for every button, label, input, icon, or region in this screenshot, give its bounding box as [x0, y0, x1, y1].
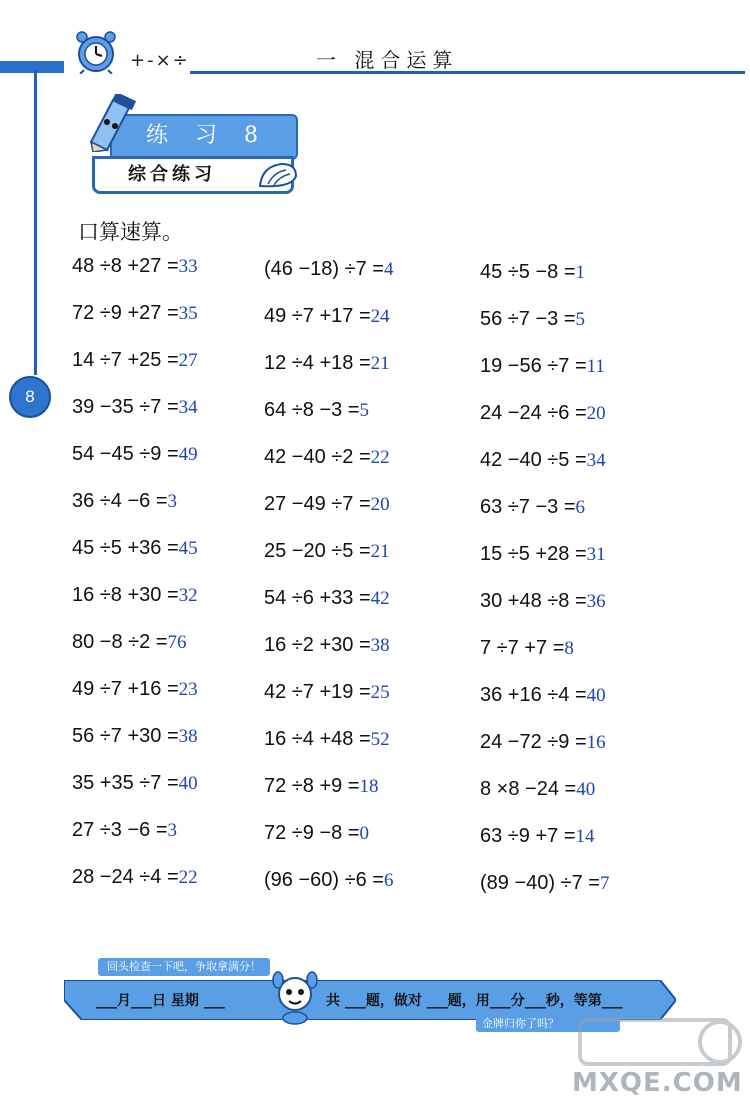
problem-expression: 36 ÷4 −6 =	[72, 490, 168, 512]
problem-expression: 25 −20 ÷5 =	[264, 540, 371, 562]
problem-row	[264, 399, 369, 422]
operation-symbols: +-×÷	[130, 50, 190, 71]
problem-expression: (89 −40) ÷7 =	[480, 872, 600, 894]
problem-answer: 8	[564, 638, 574, 659]
problem-expression: 12 ÷4 +18 =	[264, 352, 371, 374]
banner-title: 练 习 8	[146, 123, 268, 148]
problem-row	[72, 584, 198, 607]
problem-row	[264, 869, 393, 892]
problem-row	[264, 587, 390, 610]
problem-answer: 11	[586, 356, 605, 377]
problem-answer: 52	[370, 729, 390, 750]
problem-row	[264, 634, 390, 657]
problem-row	[480, 872, 609, 895]
problem-answer: 35	[178, 303, 198, 324]
problem-expression: 8 ×8 −24 =	[480, 778, 577, 800]
problem-row	[480, 590, 606, 613]
problem-row	[72, 302, 198, 325]
problem-answer: 76	[167, 632, 187, 653]
problem-answer: 49	[178, 444, 198, 465]
problem-row	[72, 537, 198, 560]
problem-expression: 14 ÷7 +25 =	[72, 349, 179, 371]
header-rule	[190, 71, 745, 74]
problem-expression: (96 −60) ÷6 =	[264, 869, 384, 891]
problem-expression: 24 −24 ÷6 =	[480, 402, 587, 424]
problem-answer: 33	[178, 256, 198, 277]
problem-row	[264, 493, 390, 516]
problem-row	[72, 772, 198, 795]
problem-row	[264, 728, 390, 751]
problem-answer: 31	[586, 544, 606, 565]
problem-answer: 1	[575, 262, 585, 283]
footer-stats-line: 共 ___题，做对 ___题，用___分___秒，等第___	[326, 993, 623, 1009]
problem-row	[264, 258, 393, 281]
footer-note: 回头检查一下吧，争取拿满分！	[98, 958, 270, 976]
problem-row	[264, 822, 369, 845]
problem-expression: 72 ÷9 −8 =	[264, 822, 360, 844]
problem-expression: 16 ÷2 +30 =	[264, 634, 371, 656]
problem-answer: 36	[586, 591, 606, 612]
alarm-clock-icon	[68, 28, 128, 74]
problem-answer: 16	[586, 732, 606, 753]
problem-row	[480, 496, 585, 519]
problem-row	[72, 725, 198, 748]
problem-expression: 54 −45 ÷9 =	[72, 443, 179, 465]
problem-answer: 14	[575, 826, 595, 847]
problem-row	[480, 825, 595, 848]
problem-expression: 27 −49 ÷7 =	[264, 493, 371, 515]
problem-answer: 40	[576, 779, 596, 800]
problem-answer: 34	[586, 450, 606, 471]
problem-expression: 27 ÷3 −6 =	[72, 819, 168, 841]
problem-row	[480, 543, 606, 566]
problem-answer: 5	[575, 309, 585, 330]
problem-answer: 7	[599, 873, 610, 894]
margin-rule	[34, 70, 37, 375]
problem-answer: 5	[359, 400, 369, 421]
problem-expression: 48 ÷8 +27 =	[72, 255, 179, 277]
problem-row	[480, 778, 595, 801]
shell-icon	[256, 158, 300, 192]
problem-row	[72, 819, 177, 842]
problem-row	[264, 305, 390, 328]
problem-expression: 35 +35 ÷7 =	[72, 772, 179, 794]
problem-expression: 80 −8 ÷2 =	[72, 631, 168, 653]
problem-row	[480, 402, 606, 425]
problem-expression: 56 ÷7 +30 =	[72, 725, 179, 747]
problem-row	[72, 255, 198, 278]
problem-answer: 20	[370, 494, 390, 515]
instruction-text: 口算速算。	[78, 220, 183, 244]
problem-expression: 63 ÷7 −3 =	[480, 496, 576, 518]
problem-answer: 6	[383, 870, 394, 891]
problem-row	[480, 261, 585, 284]
problem-expression: 49 ÷7 +17 =	[264, 305, 371, 327]
problem-expression: 45 ÷5 −8 =	[480, 261, 576, 283]
problem-expression: 19 −56 ÷7 =	[480, 355, 587, 377]
problem-answer: 18	[359, 776, 379, 797]
problem-expression: 39 −35 ÷7 =	[72, 396, 179, 418]
problem-expression: 7 ÷7 +7 =	[480, 637, 565, 659]
problem-row	[72, 490, 177, 513]
problem-expression: 16 ÷8 +30 =	[72, 584, 179, 606]
problem-answer: 32	[178, 585, 198, 606]
problem-answer: 45	[178, 538, 198, 559]
problem-answer: 38	[178, 726, 198, 747]
problem-answer: 40	[586, 685, 606, 706]
problem-expression: 54 ÷6 +33 =	[264, 587, 371, 609]
problem-expression: (46 −18) ÷7 =	[264, 258, 384, 280]
problem-answer: 27	[178, 350, 198, 371]
problem-expression: 42 −40 ÷2 =	[264, 446, 371, 468]
problem-answer: 22	[178, 867, 198, 888]
problem-row	[480, 449, 606, 472]
footer-date-line: ___月___日 星期 ___	[96, 993, 225, 1009]
problem-row	[264, 352, 390, 375]
problem-expression: 42 ÷7 +19 =	[264, 681, 371, 703]
problem-answer: 24	[370, 306, 390, 327]
problem-expression: 45 ÷5 +36 =	[72, 537, 179, 559]
problem-answer: 23	[178, 679, 198, 700]
problem-expression: 36 +16 ÷4 =	[480, 684, 587, 706]
problem-row	[72, 349, 198, 372]
problem-expression: 49 ÷7 +16 =	[72, 678, 179, 700]
pencil-mascot-icon	[83, 94, 143, 152]
problem-row	[480, 308, 585, 331]
problem-row	[72, 396, 198, 419]
problem-answer: 42	[370, 588, 390, 609]
problem-answer: 20	[586, 403, 606, 424]
problem-expression: 15 ÷5 +28 =	[480, 543, 587, 565]
problem-expression: 56 ÷7 −3 =	[480, 308, 576, 330]
problem-row	[72, 678, 198, 701]
problem-answer: 6	[575, 497, 585, 518]
problem-row	[264, 540, 390, 563]
problem-answer: 25	[370, 682, 390, 703]
chapter-title: 一 混合运算	[316, 48, 459, 72]
problem-expression: 64 ÷8 −3 =	[264, 399, 360, 421]
problem-row	[480, 684, 606, 707]
problem-expression: 28 −24 ÷4 =	[72, 866, 179, 888]
problem-row	[264, 775, 379, 798]
problem-expression: 30 +48 ÷8 =	[480, 590, 587, 612]
problem-answer: 34	[178, 397, 198, 418]
problem-row	[480, 355, 605, 378]
problem-answer: 4	[383, 259, 394, 280]
problem-answer: 40	[178, 773, 198, 794]
header-accent-block	[0, 61, 64, 73]
problem-answer: 0	[359, 823, 369, 844]
problem-row	[264, 446, 390, 469]
problem-row	[72, 631, 187, 654]
problem-expression: 24 −72 ÷9 =	[480, 731, 587, 753]
footer-tagline: 金牌归你了吗？	[476, 1016, 620, 1032]
problem-answer: 22	[370, 447, 390, 468]
problem-answer: 21	[370, 541, 390, 562]
problem-row	[264, 681, 390, 704]
watermark-text: MXQE.COM	[572, 1068, 743, 1098]
problem-answer: 21	[370, 353, 390, 374]
problem-answer: 3	[167, 820, 177, 841]
mascot-icon	[268, 970, 322, 1026]
problem-expression: 16 ÷4 +48 =	[264, 728, 371, 750]
problem-expression: 72 ÷9 +27 =	[72, 302, 179, 324]
problem-row	[480, 637, 574, 660]
page-number-badge: 8	[9, 376, 51, 418]
problem-row	[72, 866, 198, 889]
problem-row	[480, 731, 606, 754]
problem-expression: 42 −40 ÷5 =	[480, 449, 587, 471]
banner-subtitle: 综合练习	[128, 164, 216, 185]
problem-answer: 3	[167, 491, 177, 512]
problem-expression: 63 ÷9 +7 =	[480, 825, 576, 847]
problem-row	[72, 443, 198, 466]
problem-expression: 72 ÷8 +9 =	[264, 775, 360, 797]
problem-answer: 38	[370, 635, 390, 656]
